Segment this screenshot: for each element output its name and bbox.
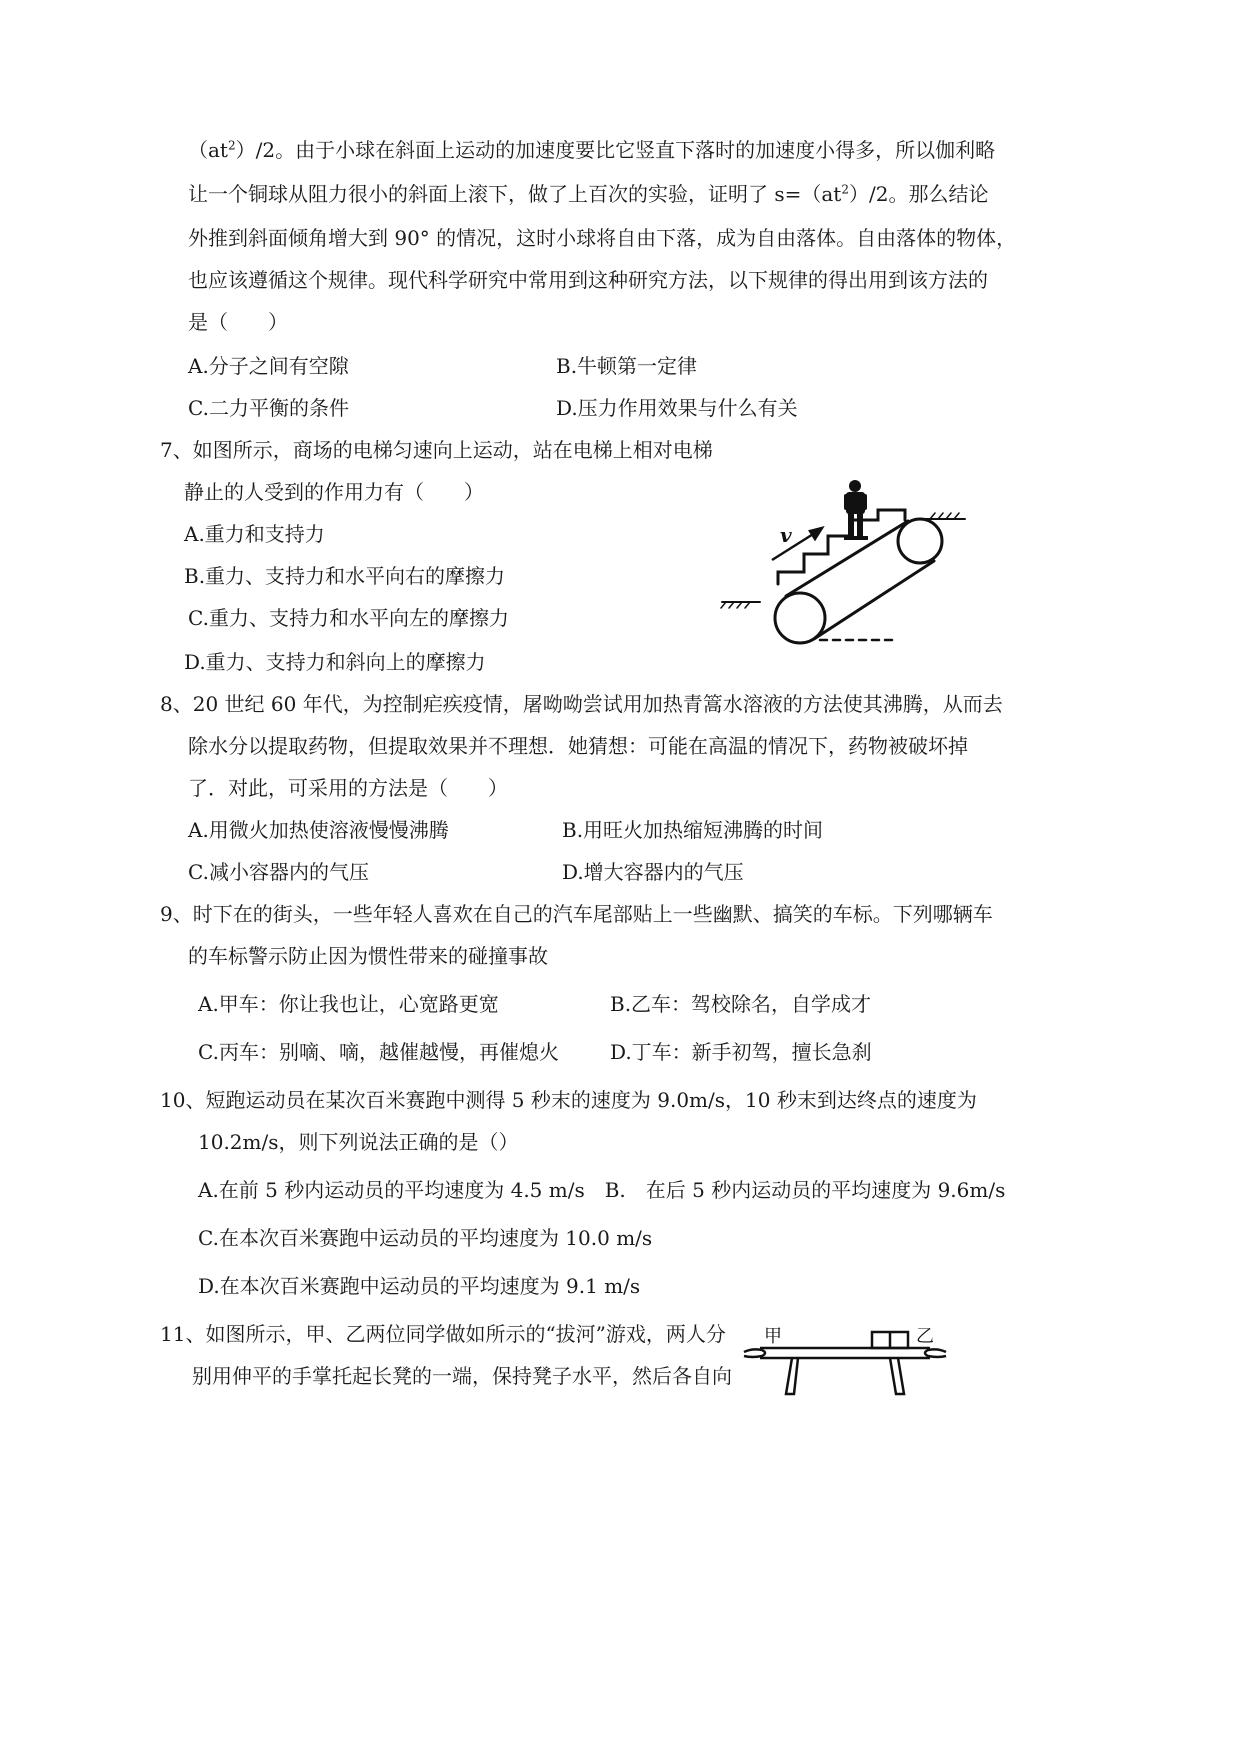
q11-line-2: 别用伸平的手掌托起长凳的一端，保持凳子水平，然后各自向 bbox=[192, 1364, 732, 1388]
q7-line-2: 静止的人受到的作用力有（ ） bbox=[184, 480, 484, 504]
q7-line-1: 7、如图所示，商场的电梯匀速向上运动，站在电梯上相对电梯 bbox=[160, 438, 713, 462]
q9-option-b: B.乙车：驾校除名，自学成才 bbox=[610, 992, 872, 1016]
q6-line-2-b: ）/2。那么结论 bbox=[848, 182, 989, 206]
q6-line-1-a: （at bbox=[188, 138, 228, 162]
q9-option-c: C.丙车：别嘀、嘀，越催越慢，再催熄火 bbox=[198, 1040, 559, 1064]
q6-line-1 bbox=[188, 136, 995, 164]
label-yi: 乙 bbox=[916, 1326, 934, 1347]
velocity-label: v bbox=[780, 523, 792, 547]
q7-option-a: A.重力和支持力 bbox=[184, 522, 325, 546]
q6-line-4: 也应该遵循这个规律。现代科学研究中常用到这种研究方法，以下规律的得出用到该方法的 bbox=[188, 268, 988, 292]
q9-line-2: 的车标警示防止因为惯性带来的碰撞事故 bbox=[188, 944, 548, 968]
bench-figure bbox=[740, 1322, 950, 1402]
q7-option-c: C.重力、支持力和水平向左的摩擦力 bbox=[188, 606, 509, 630]
escalator-figure bbox=[720, 476, 970, 646]
q6-line-1-sup: 2 bbox=[227, 138, 236, 153]
q9-line-1: 9、时下在的街头，一些年轻人喜欢在自己的汽车尾部贴上一些幽默、搞笑的车标。下列哪辆车 bbox=[160, 902, 993, 926]
q8-option-a: A.用微火加热使溶液慢慢沸腾 bbox=[188, 818, 449, 842]
q10-option-c: C.在本次百米赛跑中运动员的平均速度为 10.0 m/s bbox=[198, 1226, 653, 1250]
q8-line-2: 除水分以提取药物，但提取效果并不理想．她猜想：可能在高温的情况下，药物被破坏掉 bbox=[188, 734, 968, 758]
q10-option-d: D.在本次百米赛跑中运动员的平均速度为 9.1 m/s bbox=[198, 1274, 641, 1298]
q6-line-2 bbox=[188, 180, 988, 208]
q6-line-5: 是（ ） bbox=[188, 310, 288, 334]
q6-option-c: C.二力平衡的条件 bbox=[188, 396, 349, 420]
q10-line-1: 10、短跑运动员在某次百米赛跑中测得 5 秒末的速度为 9.0m/s，10 秒末到达终点的速度为 bbox=[160, 1088, 977, 1112]
q6-option-b: B.牛顿第一定律 bbox=[556, 354, 698, 378]
q6-line-3: 外推到斜面倾角增大到 90° 的情况，这时小球将自由下落，成为自由落体。自由落体的物体， bbox=[188, 226, 1017, 250]
q8-option-c: C.减小容器内的气压 bbox=[188, 860, 369, 884]
q8-line-3: 了．对此，可采用的方法是（ ） bbox=[188, 776, 508, 800]
q8-option-d: D.增大容器内的气压 bbox=[562, 860, 744, 884]
q9-option-d: D.丁车：新手初驾，擅长急刹 bbox=[610, 1040, 872, 1064]
q6-option-a: A.分子之间有空隙 bbox=[188, 354, 349, 378]
q10-line-2: 10.2m/s，则下列说法正确的是（） bbox=[198, 1130, 519, 1154]
label-jia: 甲 bbox=[764, 1326, 782, 1347]
q10-option-ab: A.在前 5 秒内运动员的平均速度为 4.5 m/s B. 在后 5 秒内运动员的平均速度为 9.6m/s bbox=[198, 1178, 1006, 1202]
q11-line-1: 11、如图所示，甲、乙两位同学做如所示的“拔河”游戏，两人分 bbox=[160, 1322, 726, 1346]
q7-option-b: B.重力、支持力和水平向右的摩擦力 bbox=[184, 564, 506, 588]
q6-line-2-a: 让一个铜球从阻力很小的斜面上滚下，做了上百次的实验，证明了 s=（at bbox=[188, 182, 842, 206]
q6-line-2-sup: 2 bbox=[841, 182, 849, 197]
q6-line-1-b: ）/2。由于小球在斜面上运动的加速度要比它竖直下落时的加速度小得多，所以伽利略 bbox=[235, 138, 996, 162]
q8-option-b: B.用旺火加热缩短沸腾的时间 bbox=[562, 818, 824, 842]
q6-option-d: D.压力作用效果与什么有关 bbox=[556, 396, 798, 420]
q7-option-d: D.重力、支持力和斜向上的摩擦力 bbox=[184, 650, 486, 674]
q9-option-a: A.甲车：你让我也让，心宽路更宽 bbox=[198, 992, 499, 1016]
q8-line-1: 8、20 世纪 60 年代，为控制疟疾疫情，屠呦呦尝试用加热青篙水溶液的方法使其沸腾，从而去 bbox=[160, 692, 1003, 716]
